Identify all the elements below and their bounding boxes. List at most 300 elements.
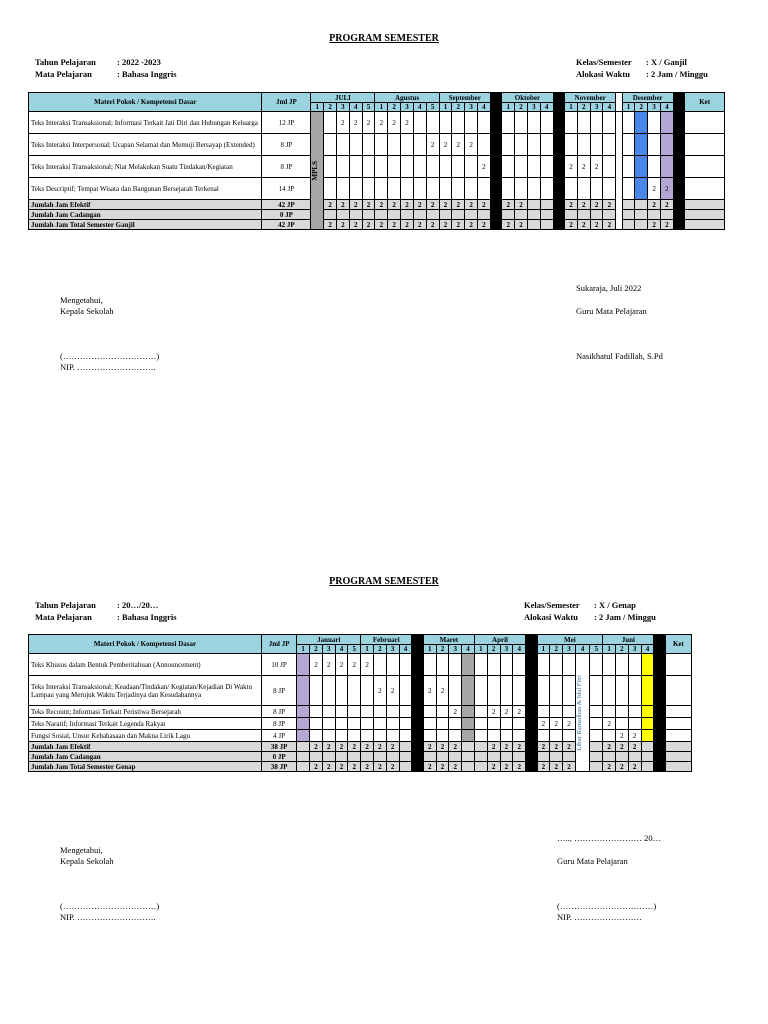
week-cell: 2 [565, 156, 578, 178]
week-cell [502, 178, 515, 200]
mapel-label: Mata Pelajaran [35, 69, 92, 79]
ket-cell [685, 134, 725, 156]
ket-cell [685, 210, 725, 220]
week-number: 3 [527, 103, 540, 112]
week-number: 3 [449, 645, 462, 654]
week-cell [335, 752, 348, 762]
week-cell: 2 [337, 220, 350, 230]
place-date-genap: ….., …………………… 20… [557, 833, 662, 843]
week-cell: 2 [513, 742, 526, 752]
kelas-label: Kelas/Semester [576, 57, 632, 67]
header-ket: Ket [685, 93, 725, 112]
week-cell [577, 210, 590, 220]
week-cell [423, 654, 436, 676]
week-cell [348, 706, 361, 718]
materi-cell: Fungsi Sosial, Unsur Kebahasaan dan Makna Lirik Lagu [29, 730, 262, 742]
week-cell [423, 730, 436, 742]
week-cell [641, 718, 654, 730]
week-cell [590, 134, 603, 156]
table-row [29, 654, 692, 676]
week-number: 1 [502, 103, 515, 112]
week-cell [577, 112, 590, 134]
week-cell: 2 [537, 718, 550, 730]
week-cell [452, 178, 465, 200]
ket-cell [685, 178, 725, 200]
week-number: 4 [462, 645, 475, 654]
week-cell [502, 156, 515, 178]
materi-cell: Teks Interaksi Transaksional; Keadaan/Tindakan/ Kegiatan/Kejadian Di Waktu Lampau yang Merujuk Waktu Terjadinya dan Kesudahannya [29, 676, 262, 706]
week-number: 2 [452, 103, 465, 112]
week-cell: 2 [436, 742, 449, 752]
week-cell [487, 730, 500, 742]
week-cell [452, 112, 465, 134]
week-cell: 2 [423, 676, 436, 706]
jp-cell: 8 JP [261, 706, 296, 718]
week-cell [563, 654, 576, 676]
week-cell: 2 [550, 762, 563, 772]
week-cell [297, 742, 310, 752]
week-cell [565, 210, 578, 220]
week-cell [362, 156, 375, 178]
week-cell [537, 706, 550, 718]
ket-cell [685, 112, 725, 134]
week-cell [374, 706, 387, 718]
week-cell: 2 [436, 762, 449, 772]
week-cell [413, 134, 426, 156]
week-number: 2 [436, 645, 449, 654]
week-cell [462, 706, 475, 718]
week-cell: 2 [590, 220, 603, 230]
week-number: 2 [577, 103, 590, 112]
week-cell [590, 762, 603, 772]
week-cell: 2 [439, 220, 452, 230]
week-cell [577, 134, 590, 156]
jp-cell: 8 JP [262, 134, 311, 156]
week-cell [540, 178, 553, 200]
week-number: 4 [641, 645, 654, 654]
week-cell [401, 156, 414, 178]
break-column [490, 93, 501, 112]
week-cell [465, 156, 478, 178]
week-cell [641, 752, 654, 762]
week-cell: 2 [335, 762, 348, 772]
week-cell: 2 [413, 200, 426, 210]
week-cell [616, 676, 629, 706]
week-cell [297, 730, 310, 742]
ket-cell [665, 752, 691, 762]
sum-label: Jumlah Jam Cadangan [29, 210, 262, 220]
week-cell: 2 [565, 220, 578, 230]
week-cell [515, 178, 528, 200]
page-title-ganjil: PROGRAM SEMESTER [329, 33, 439, 44]
week-number: 3 [563, 645, 576, 654]
week-cell: 2 [550, 718, 563, 730]
week-cell [337, 178, 350, 200]
week-cell: 2 [361, 762, 374, 772]
week-cell [641, 676, 654, 706]
week-cell [348, 730, 361, 742]
week-cell: 2 [513, 762, 526, 772]
week-cell [513, 718, 526, 730]
week-cell [628, 706, 641, 718]
week-cell: 2 [502, 220, 515, 230]
week-cell: 2 [487, 706, 500, 718]
week-cell: 2 [386, 742, 399, 752]
week-cell [527, 210, 540, 220]
week-number: 3 [648, 103, 661, 112]
week-cell [348, 676, 361, 706]
week-cell [399, 730, 412, 742]
week-cell [622, 200, 635, 210]
week-cell: 2 [487, 762, 500, 772]
week-cell [462, 718, 475, 730]
kelas-row-genap [524, 600, 636, 610]
week-cell: 2 [348, 762, 361, 772]
materi-cell: Teks Recount; Informasi Terkait Peristiwa Bersejarah [29, 706, 262, 718]
week-cell [635, 200, 648, 210]
month-header: JULI [311, 93, 375, 103]
week-cell: 2 [335, 742, 348, 752]
week-number: 4 [575, 645, 590, 654]
week-cell [527, 112, 540, 134]
break-column [673, 112, 684, 230]
week-cell [462, 762, 475, 772]
week-cell: 2 [426, 134, 439, 156]
week-cell [388, 156, 401, 178]
week-cell [563, 752, 576, 762]
month-header: Oktober [502, 93, 553, 103]
kepala-name-genap: (……………………………) [60, 901, 160, 911]
week-number: 2 [515, 103, 528, 112]
week-cell [502, 210, 515, 220]
week-cell [324, 134, 337, 156]
week-number: 1 [537, 645, 550, 654]
sum-jp: 38 JP [261, 762, 296, 772]
week-cell: 2 [661, 200, 674, 210]
mpls-column-label: MPLS [311, 160, 320, 181]
week-cell [324, 112, 337, 134]
week-number: 2 [487, 645, 500, 654]
week-cell: 2 [361, 742, 374, 752]
materi-cell: Teks Naratif; Informasi Terkait Legenda Rakyat [29, 718, 262, 730]
week-cell [335, 730, 348, 742]
week-cell [603, 210, 616, 220]
week-cell [622, 220, 635, 230]
week-cell [635, 156, 648, 178]
week-number: 4 [349, 103, 362, 112]
week-cell [452, 156, 465, 178]
week-cell [386, 752, 399, 762]
week-number: 2 [310, 645, 323, 654]
week-cell [449, 752, 462, 762]
alokasi-value: : 2 Jam / Minggu [646, 69, 708, 79]
week-cell: 2 [616, 730, 629, 742]
jp-cell: 12 JP [262, 112, 311, 134]
week-cell [622, 210, 635, 220]
week-cell [413, 156, 426, 178]
week-cell [474, 752, 487, 762]
table-row [29, 112, 725, 134]
week-number: 3 [386, 645, 399, 654]
week-cell [324, 210, 337, 220]
week-cell [297, 706, 310, 718]
sum-label: Jumlah Jam Cadangan [29, 752, 262, 762]
semester-table-ganjil [28, 92, 725, 230]
week-number: 4 [540, 103, 553, 112]
week-number: 5 [362, 103, 375, 112]
sum-jp: 42 JP [262, 220, 311, 230]
month-header: Februari [361, 635, 412, 645]
break-column [490, 112, 501, 230]
week-cell: 2 [590, 200, 603, 210]
week-cell: 2 [401, 220, 414, 230]
header-jml: Jml JP [261, 635, 296, 654]
week-cell: 2 [375, 200, 388, 210]
week-cell [399, 752, 412, 762]
week-cell [603, 706, 616, 718]
week-cell [635, 178, 648, 200]
week-cell [622, 178, 635, 200]
week-cell [423, 718, 436, 730]
week-cell: 2 [452, 200, 465, 210]
week-cell [635, 210, 648, 220]
week-cell [502, 112, 515, 134]
week-number: 1 [622, 103, 635, 112]
week-cell: 2 [563, 762, 576, 772]
week-cell [590, 730, 603, 742]
week-cell [310, 676, 323, 706]
week-cell: 2 [590, 156, 603, 178]
week-number: 3 [500, 645, 513, 654]
week-cell [527, 178, 540, 200]
week-cell: 2 [577, 200, 590, 210]
week-cell [349, 156, 362, 178]
guru-nip-genap: NIP. …………………… [557, 912, 643, 922]
week-number: 2 [616, 645, 629, 654]
week-cell [335, 718, 348, 730]
week-cell [478, 210, 491, 220]
week-cell: 2 [322, 762, 335, 772]
week-cell: 2 [537, 762, 550, 772]
week-cell [603, 730, 616, 742]
week-cell [590, 752, 603, 762]
week-cell: 2 [515, 200, 528, 210]
week-cell [439, 210, 452, 220]
week-cell [540, 200, 553, 210]
week-cell [439, 112, 452, 134]
week-cell [565, 112, 578, 134]
week-cell: 2 [603, 762, 616, 772]
week-cell [622, 112, 635, 134]
week-cell: 2 [361, 654, 374, 676]
week-cell [603, 654, 616, 676]
alokasi-label: Alokasi Waktu [524, 612, 578, 622]
week-cell [465, 178, 478, 200]
week-cell: 2 [577, 156, 590, 178]
table-row [29, 730, 692, 742]
week-cell [648, 112, 661, 134]
week-cell [474, 654, 487, 676]
week-cell [616, 654, 629, 676]
week-cell [474, 676, 487, 706]
week-cell [487, 718, 500, 730]
week-cell [478, 134, 491, 156]
sum-jp: 0 JP [262, 210, 311, 220]
week-cell [500, 718, 513, 730]
week-cell: 2 [628, 742, 641, 752]
week-cell [361, 730, 374, 742]
table-row [29, 718, 692, 730]
week-cell [337, 134, 350, 156]
week-cell [661, 134, 674, 156]
week-cell: 2 [465, 200, 478, 210]
week-cell [661, 112, 674, 134]
week-cell [349, 134, 362, 156]
jp-cell: 8 JP [261, 718, 296, 730]
week-cell: 2 [324, 200, 337, 210]
week-number: 3 [628, 645, 641, 654]
month-header: November [565, 93, 616, 103]
ket-cell [665, 742, 691, 752]
week-cell [563, 730, 576, 742]
sum-jp: 42 JP [262, 200, 311, 210]
week-cell [577, 178, 590, 200]
week-cell: 2 [452, 134, 465, 156]
week-cell [474, 718, 487, 730]
week-cell [603, 112, 616, 134]
week-cell [413, 112, 426, 134]
week-cell [590, 676, 603, 706]
week-cell [550, 676, 563, 706]
week-number: 5 [590, 645, 603, 654]
ket-cell [665, 718, 691, 730]
week-cell: 2 [478, 220, 491, 230]
week-cell [513, 752, 526, 762]
week-cell [590, 178, 603, 200]
week-cell [628, 676, 641, 706]
libur-column-label: Libur Ramadhan & Idul Fitri [575, 674, 583, 751]
week-cell [590, 742, 603, 752]
month-header: September [439, 93, 490, 103]
week-cell [628, 752, 641, 762]
tahun-value: : 2022 -2023 [117, 57, 161, 67]
materi-cell: Teks Interaksi Interpersonal; Ucapan Selamat dan Memuji Bersayap (Extended) [29, 134, 262, 156]
week-cell [474, 730, 487, 742]
kelas-label: Kelas/Semester [524, 600, 580, 610]
break-column [412, 654, 423, 772]
week-cell [337, 210, 350, 220]
sum-row [29, 742, 692, 752]
week-cell: 2 [603, 200, 616, 210]
libur-column [575, 654, 590, 772]
week-cell: 2 [322, 654, 335, 676]
week-cell [449, 676, 462, 706]
week-cell [487, 676, 500, 706]
week-number: 4 [513, 645, 526, 654]
week-cell [439, 156, 452, 178]
week-cell: 2 [349, 112, 362, 134]
jp-cell: 8 JP [262, 156, 311, 178]
week-cell [641, 706, 654, 718]
break-column [526, 635, 537, 654]
week-cell [603, 178, 616, 200]
week-cell: 2 [362, 112, 375, 134]
guru-label: Guru Mata Pelajaran [576, 306, 647, 316]
week-cell [590, 654, 603, 676]
week-cell [462, 654, 475, 676]
month-header: Agustus [375, 93, 439, 103]
week-cell [436, 718, 449, 730]
tahun-row-genap [35, 600, 158, 610]
week-cell: 2 [648, 220, 661, 230]
week-cell [361, 676, 374, 706]
week-cell [622, 134, 635, 156]
week-cell [635, 134, 648, 156]
week-number: 1 [423, 645, 436, 654]
week-cell: 2 [349, 200, 362, 210]
week-cell: 2 [500, 762, 513, 772]
week-cell: 2 [465, 134, 478, 156]
break-column [553, 112, 564, 230]
week-cell [648, 156, 661, 178]
week-cell: 2 [413, 220, 426, 230]
header-ket: Ket [665, 635, 691, 654]
tahun-label: Tahun Pelajaran [35, 57, 96, 67]
week-cell: 2 [500, 742, 513, 752]
week-cell [335, 706, 348, 718]
week-number: 1 [565, 103, 578, 112]
kelas-value: : X / Genap [594, 600, 636, 610]
week-cell [487, 752, 500, 762]
week-cell [388, 134, 401, 156]
week-cell [374, 730, 387, 742]
week-cell [563, 676, 576, 706]
week-cell [322, 676, 335, 706]
week-cell [297, 718, 310, 730]
week-cell [628, 718, 641, 730]
week-cell [500, 654, 513, 676]
week-cell [375, 178, 388, 200]
week-cell [502, 134, 515, 156]
week-cell [500, 752, 513, 762]
tahun-row [35, 57, 161, 67]
guru-name-genap: (……………………………) [557, 901, 657, 911]
week-cell: 2 [375, 112, 388, 134]
week-cell [616, 718, 629, 730]
kepala-nip: NIP. ………………………. [60, 362, 156, 372]
week-number: 5 [348, 645, 361, 654]
week-cell [399, 742, 412, 752]
week-cell: 2 [388, 220, 401, 230]
week-number: 3 [465, 103, 478, 112]
week-cell [423, 706, 436, 718]
week-number: 4 [335, 645, 348, 654]
mapel-row-genap [35, 612, 177, 622]
week-cell [550, 706, 563, 718]
week-cell [374, 752, 387, 762]
jp-cell: 8 JP [261, 676, 296, 706]
mengetahui-label-genap: Mengetahui, [60, 845, 103, 855]
ket-cell [685, 200, 725, 210]
week-cell: 2 [603, 220, 616, 230]
week-cell [361, 718, 374, 730]
jp-cell: 4 JP [261, 730, 296, 742]
week-cell [537, 730, 550, 742]
week-cell [426, 156, 439, 178]
week-number: 1 [375, 103, 388, 112]
break-column [673, 93, 684, 112]
sum-jp: 0 JP [261, 752, 296, 762]
